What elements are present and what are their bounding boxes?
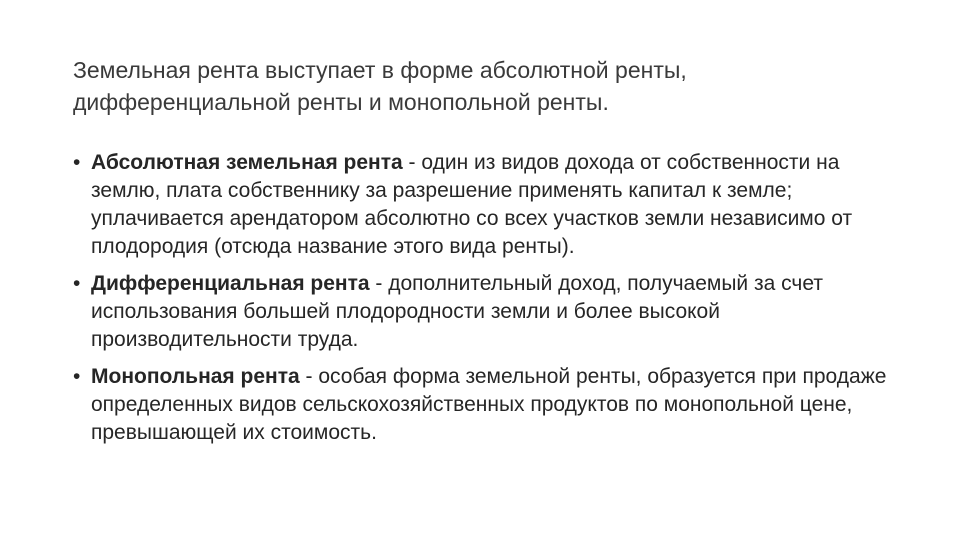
- bullet-icon: •: [73, 151, 81, 174]
- bullet-term: Дифференциальная рента: [91, 272, 370, 295]
- bullet-text: - один из видов дохода от собственности на землю, плата собственнику за разрешение применять капитал к земле; уплачивается арендатором абсолютно со всех участков земли независимо от плодородия (отсюда название этого вида ренты).: [91, 151, 853, 258]
- bullet-icon: •: [73, 365, 81, 388]
- bullet-term: Монопольная рента: [91, 365, 300, 388]
- bullet-term: Абсолютная земельная рента: [91, 151, 403, 174]
- bullet-text: - особая форма земельной ренты, образуется при продаже определенных видов сельскохозяйственных продуктов по монопольной цене, превышающей их стоимость.: [91, 365, 887, 444]
- bullet-item-absolute-rent: [73, 149, 903, 261]
- bullet-item-monopoly-rent: [73, 363, 903, 447]
- bullet-icon: •: [73, 272, 81, 295]
- bullet-item-differential-rent: [73, 270, 903, 354]
- bullet-text: - дополнительный доход, получаемый за счет использования большей плодородности земли и более высокой производительности труда.: [91, 272, 823, 351]
- slide-title: Земельная рента выступает в форме абсолютной ренты, дифференциальной ренты и монопольной ренты.: [73, 57, 687, 115]
- bullet-list: [73, 149, 903, 456]
